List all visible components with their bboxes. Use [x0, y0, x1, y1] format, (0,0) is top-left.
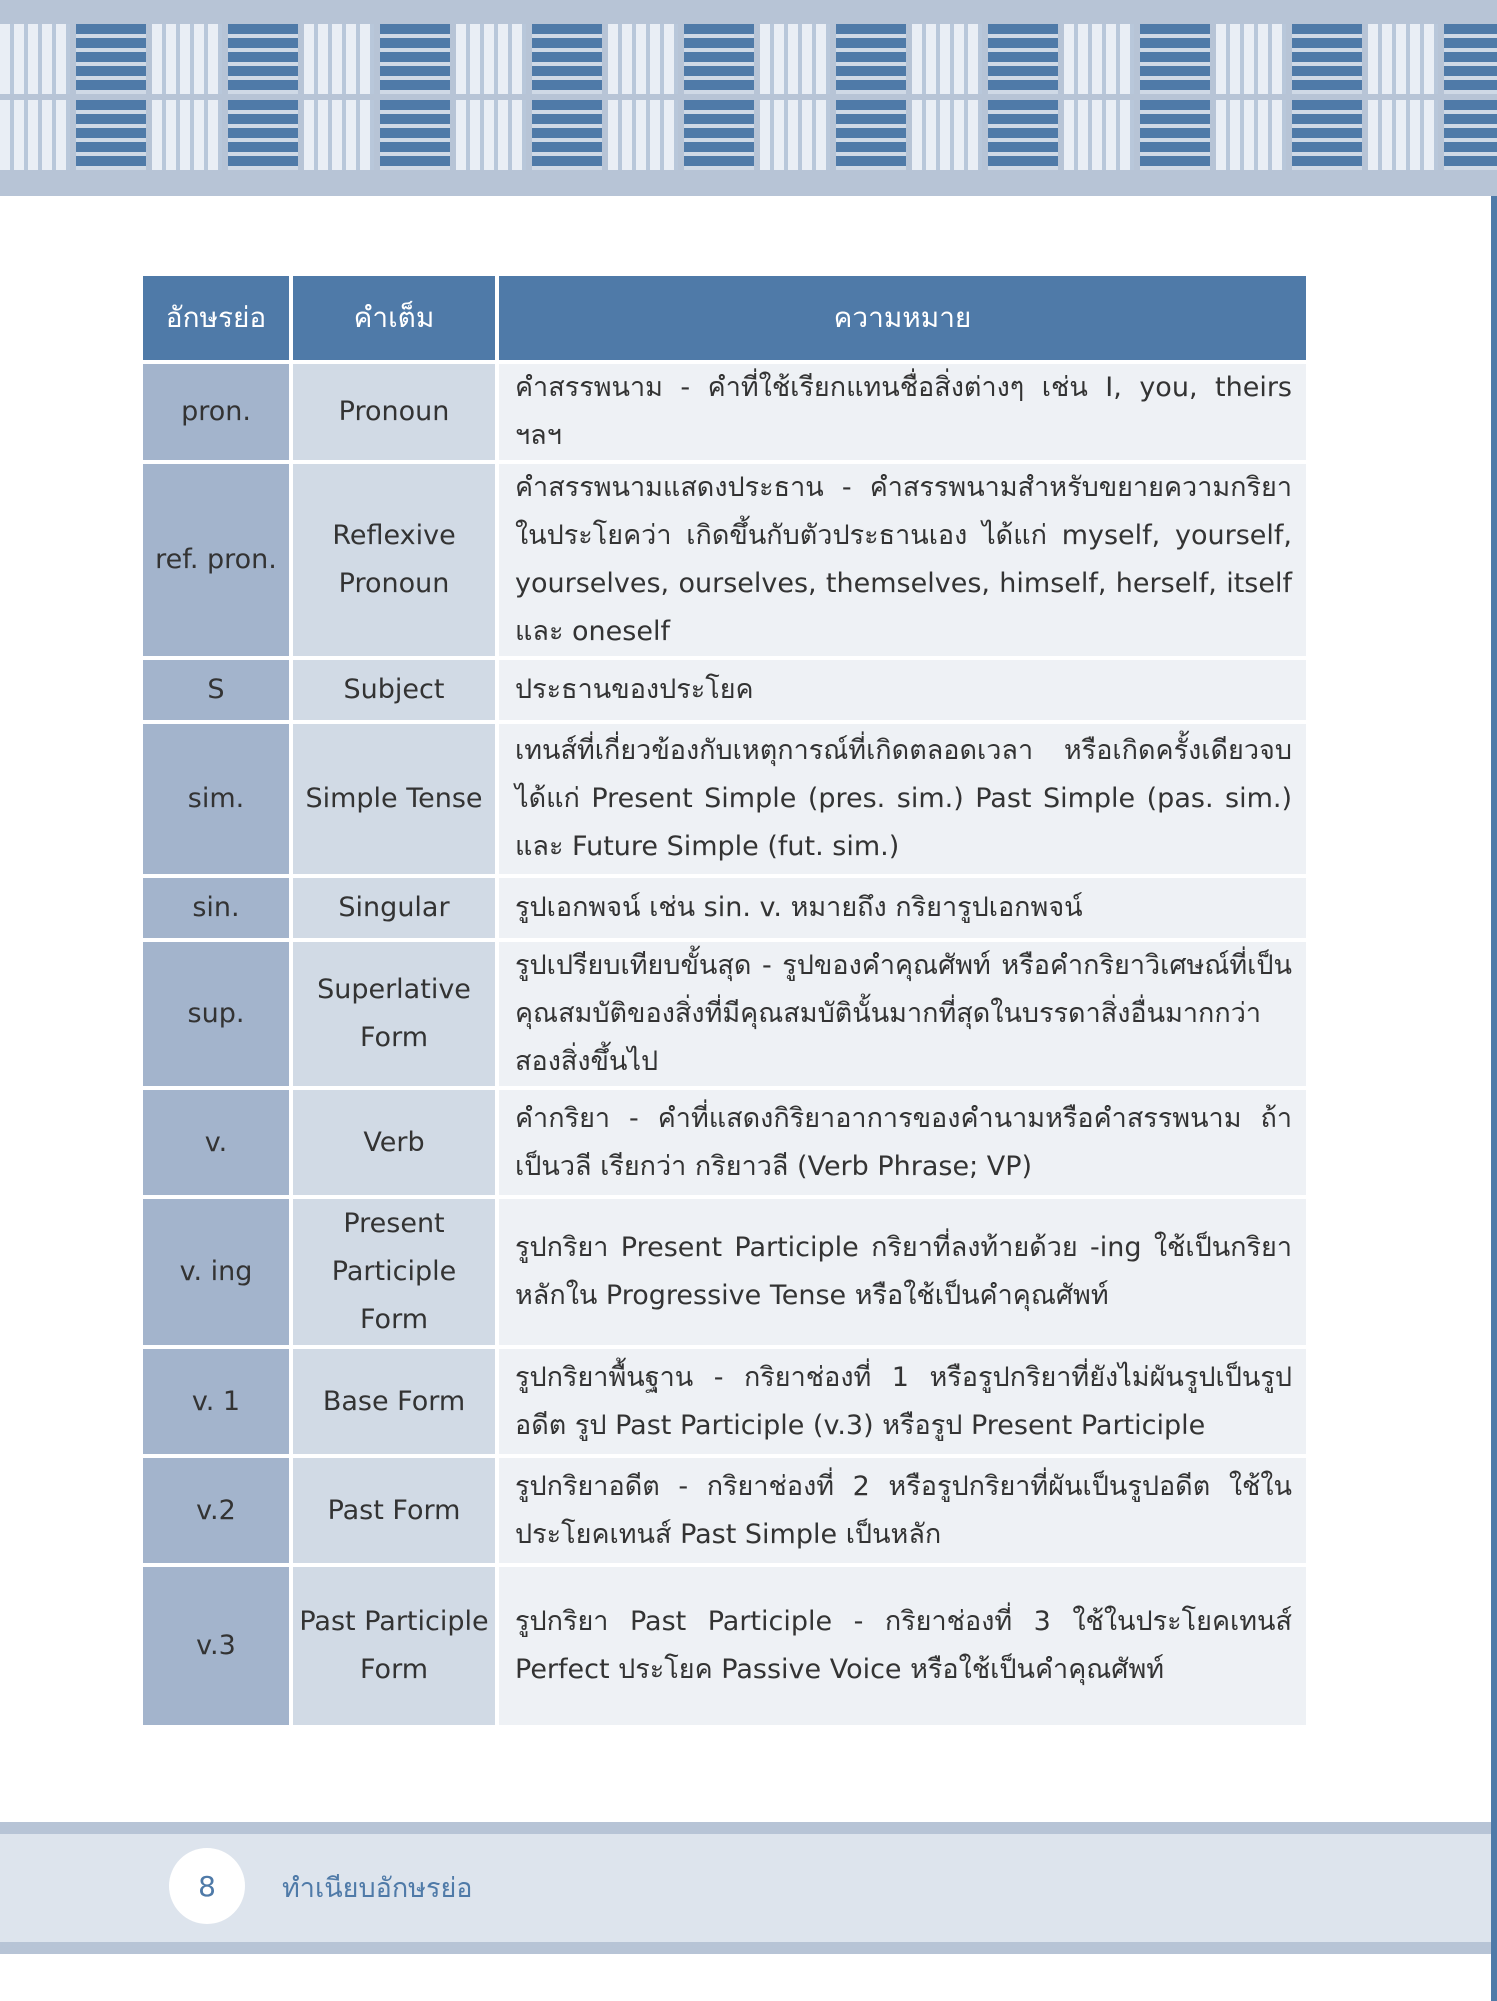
meaning-cell: คำกริยา - คำที่แสดงกิริยาอาการของคำนามหรือคำสรรพนาม ถ้าเป็นวลี เรียกว่า กริยาวลี (Verb Phrase; VP) [499, 1090, 1306, 1195]
weave-tile [76, 100, 146, 170]
weave-tile [608, 100, 678, 170]
full-term-cell: Simple Tense [293, 724, 495, 874]
meaning-cell: รูปกริยา Past Participle - กริยาช่องที่ 3 ใช้ในประโยคเทนส์ Perfect ประโยค Passive Voice หรือใช้เป็นคำคุณศัพท์ [499, 1567, 1306, 1725]
table-row [143, 660, 1306, 720]
weave-tile [380, 24, 450, 94]
footer-rule-bottom [0, 1942, 1491, 1954]
full-term-cell: Verb [293, 1090, 495, 1195]
weave-row-bottom [0, 100, 1497, 170]
weave-tile [0, 100, 70, 170]
weave-tile [1064, 24, 1134, 94]
weave-tile [1140, 100, 1210, 170]
abbreviation-cell: v.2 [143, 1458, 289, 1563]
weave-tile [1216, 100, 1286, 170]
weave-tile [988, 24, 1058, 94]
meaning-cell: เทนส์ที่เกี่ยวข้องกับเหตุการณ์ที่เกิดตลอดเวลา หรือเกิดครั้งเดียวจบ ได้แก่ Present Simple (pres. sim.) Past Simple (pas. sim.) และ Future Simple (fut. sim.) [499, 724, 1306, 874]
full-term-cell: Past Form [293, 1458, 495, 1563]
full-term-cell: Present Participle Form [293, 1199, 495, 1345]
full-term-cell: Subject [293, 660, 495, 720]
weave-tile [760, 24, 830, 94]
weave-tile [1444, 24, 1497, 94]
weave-tile [1064, 100, 1134, 170]
weave-tile [684, 100, 754, 170]
weave-tile [304, 100, 374, 170]
table-row [143, 1349, 1306, 1454]
weave-tile [228, 100, 298, 170]
abbreviation-cell: v.3 [143, 1567, 289, 1725]
weave-tile [912, 100, 982, 170]
abbreviation-cell: sim. [143, 724, 289, 874]
table-body [143, 364, 1306, 1725]
table-row [143, 878, 1306, 938]
weave-tile [988, 100, 1058, 170]
weave-tile [456, 24, 526, 94]
weave-tile [760, 100, 830, 170]
footer-rule-top [0, 1822, 1491, 1834]
meaning-cell: คำสรรพนาม - คำที่ใช้เรียกแทนชื่อสิ่งต่างๆ เช่น I, you, theirs ฯลฯ [499, 364, 1306, 460]
weave-row-top [0, 24, 1497, 94]
full-term-cell: Superlative Form [293, 942, 495, 1086]
abbreviation-cell: ref. pron. [143, 464, 289, 656]
abbreviation-cell: sin. [143, 878, 289, 938]
table-header-row [143, 276, 1306, 360]
table-row [143, 1090, 1306, 1195]
table-row [143, 942, 1306, 1086]
weave-tile [456, 100, 526, 170]
weave-tile [836, 24, 906, 94]
table-row [143, 1567, 1306, 1725]
weave-tile [76, 24, 146, 94]
table-row [143, 464, 1306, 656]
full-term-cell: Past Participle Form [293, 1567, 495, 1725]
weave-tile [532, 100, 602, 170]
weave-tile [1292, 100, 1362, 170]
abbreviation-cell: v. [143, 1090, 289, 1195]
woven-pattern [0, 24, 1497, 172]
weave-tile [1140, 24, 1210, 94]
table-row [143, 1199, 1306, 1345]
abbreviation-cell: sup. [143, 942, 289, 1086]
header-meaning: ความหมาย [499, 276, 1306, 360]
footer-section-title: ทำเนียบอักษรย่อ [282, 1873, 473, 1904]
header-decoration [0, 0, 1497, 196]
abbreviation-table-container [143, 276, 1314, 1725]
weave-tile [836, 100, 906, 170]
weave-tile [1368, 24, 1438, 94]
abbreviation-table [139, 272, 1310, 1729]
table-row [143, 1458, 1306, 1563]
weave-tile [608, 24, 678, 94]
abbreviation-cell: S [143, 660, 289, 720]
meaning-cell: คำสรรพนามแสดงประธาน - คำสรรพนามสำหรับขยายความกริยาในประโยคว่า เกิดขึ้นกับตัวประธานเอง ได้แก่ myself, yourself, yourselves, ourselves, themselves, himself, herself, itself และ oneself [499, 464, 1306, 656]
meaning-cell: รูปเปรียบเทียบขั้นสุด - รูปของคำคุณศัพท์ หรือคำกริยาวิเศษณ์ที่เป็นคุณสมบัติของสิ่งที่มีคุณสมบัตินั้นมากที่สุดในบรรดาสิ่งอื่นมากกว่าสองสิ่งขึ้นไป [499, 942, 1306, 1086]
weave-tile [152, 24, 222, 94]
weave-tile [0, 24, 70, 94]
abbreviation-cell: pron. [143, 364, 289, 460]
abbreviation-cell: v. ing [143, 1199, 289, 1345]
abbreviation-cell: v. 1 [143, 1349, 289, 1454]
full-term-cell: Reflexive Pronoun [293, 464, 495, 656]
weave-tile [1368, 100, 1438, 170]
meaning-cell: รูปกริยาอดีต - กริยาช่องที่ 2 หรือรูปกริยาที่ผันเป็นรูปอดีต ใช้ในประโยคเทนส์ Past Simple เป็นหลัก [499, 1458, 1306, 1563]
page-edge-rule [1491, 196, 1497, 2001]
weave-tile [684, 24, 754, 94]
weave-tile [1292, 24, 1362, 94]
full-term-cell: Pronoun [293, 364, 495, 460]
meaning-cell: รูปกริยา Present Participle กริยาที่ลงท้ายด้วย -ing ใช้เป็นกริยาหลักใน Progressive Tense หรือใช้เป็นคำคุณศัพท์ [499, 1199, 1306, 1345]
table-row [143, 364, 1306, 460]
header-full-term: คำเต็ม [293, 276, 495, 360]
weave-tile [1444, 100, 1497, 170]
weave-tile [912, 24, 982, 94]
table-row [143, 724, 1306, 874]
meaning-cell: รูปเอกพจน์ เช่น sin. v. หมายถึง กริยารูปเอกพจน์ [499, 878, 1306, 938]
weave-tile [532, 24, 602, 94]
meaning-cell: ประธานของประโยค [499, 660, 1306, 720]
full-term-cell: Base Form [293, 1349, 495, 1454]
header-abbreviation: อักษรย่อ [143, 276, 289, 360]
weave-tile [228, 24, 298, 94]
meaning-cell: รูปกริยาพื้นฐาน - กริยาช่องที่ 1 หรือรูปกริยาที่ยังไม่ผันรูปเป็นรูปอดีต รูป Past Participle (v.3) หรือรูป Present Participle [499, 1349, 1306, 1454]
weave-tile [1216, 24, 1286, 94]
page-number: 8 [169, 1848, 245, 1924]
weave-tile [152, 100, 222, 170]
weave-tile [380, 100, 450, 170]
full-term-cell: Singular [293, 878, 495, 938]
weave-tile [304, 24, 374, 94]
